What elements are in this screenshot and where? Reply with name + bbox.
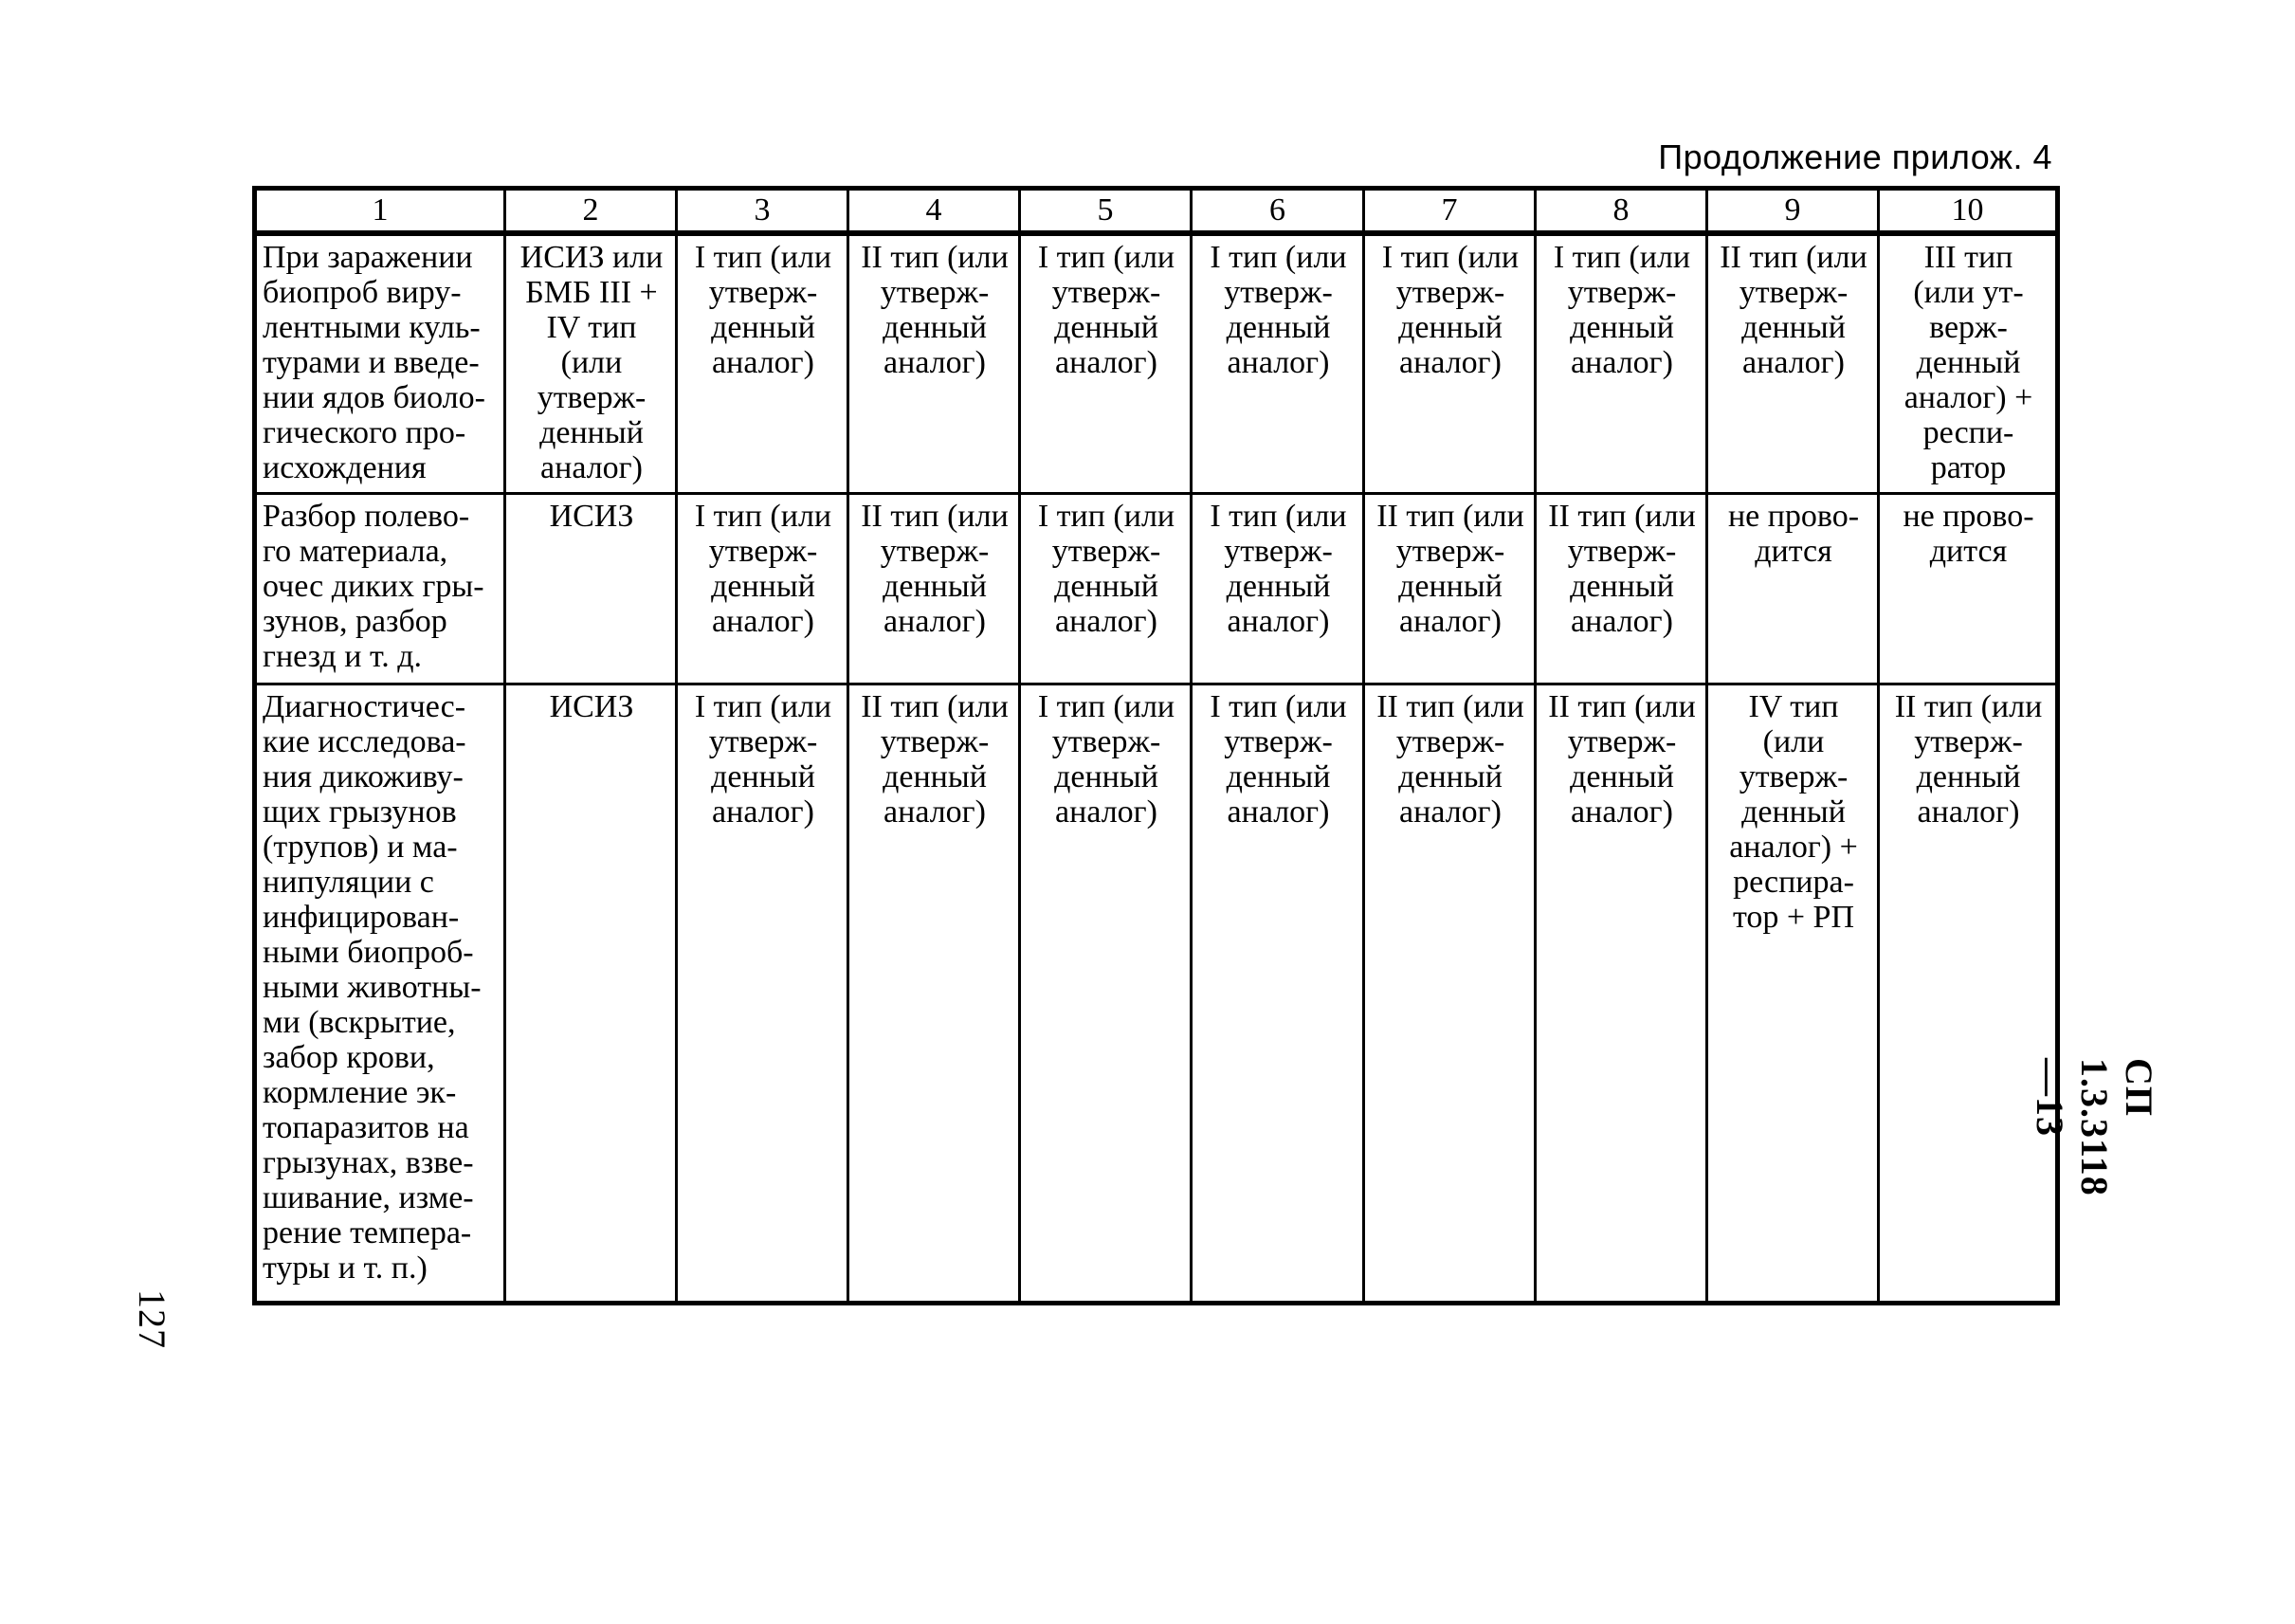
cell-text: I тип (или утверж- денный аналог) <box>694 688 832 830</box>
table-cell <box>1192 684 1364 1303</box>
header-cell: 1 <box>255 189 505 234</box>
cell-text: I тип (или утверж- денный аналог) <box>1037 240 1175 380</box>
cell-text: I тип (или утверж- денный аналог) <box>694 498 832 639</box>
table-cell <box>677 493 848 684</box>
table-cell <box>677 684 848 1303</box>
header-cell: 8 <box>1536 189 1707 234</box>
cell-text: I тип (или утверж- денный аналог) <box>1210 498 1347 639</box>
cell-text: I тип (или утверж- денный аналог) <box>1553 240 1691 380</box>
table-cell <box>255 233 505 493</box>
page-number: 127 <box>131 1289 173 1349</box>
table-row <box>255 233 2058 493</box>
table-cell <box>1536 684 1707 1303</box>
table-cell <box>1192 493 1364 684</box>
cell-text: IV тип (или утверж- денный аналог) + респира- тор + РП <box>1729 688 1858 935</box>
header-cell: 10 <box>1879 189 2058 234</box>
cell-text: II тип (или утверж- денный аналог) <box>1548 498 1696 639</box>
cell-text: III тип (или ут- верж- денный аналог) + респи- ратор <box>1903 240 2033 485</box>
cell-text: I тип (или утверж- денный аналог) <box>1037 498 1175 639</box>
table-cell <box>255 684 505 1303</box>
cell-text: I тип (или утверж- денный аналог) <box>1381 240 1520 380</box>
cell-text: ИСИЗ или БМБ III + IV тип (или утверж- денный аналог) <box>519 240 664 485</box>
table-cell <box>848 493 1020 684</box>
table-cell <box>1020 684 1192 1303</box>
protection-table <box>252 186 2060 1305</box>
table-row <box>255 493 2058 684</box>
cell-text: I тип (или утверж- денный аналог) <box>1037 688 1175 830</box>
cell-text: I тип (или утверж- денный аналог) <box>694 240 832 380</box>
cell-text: II тип (или утверж- денный аналог) <box>1376 498 1524 639</box>
header-cell: 6 <box>1192 189 1364 234</box>
header-cell: 3 <box>677 189 848 234</box>
cell-text: II тип (или утверж- денный аналог) <box>861 688 1009 830</box>
table-row <box>255 684 2058 1303</box>
table-cell <box>505 684 677 1303</box>
table-cell <box>1707 684 1879 1303</box>
table-cell <box>1536 233 1707 493</box>
table-cell <box>1364 493 1536 684</box>
table-cell <box>1879 233 2058 493</box>
table-cell <box>1192 233 1364 493</box>
table-cell <box>1879 493 2058 684</box>
header-cell: 4 <box>848 189 1020 234</box>
cell-text: II тип (или утверж- денный аналог) <box>861 498 1009 639</box>
page-caption: Продолжение прилож. 4 <box>1658 137 2052 176</box>
table-cell <box>848 233 1020 493</box>
cell-text: Разбор полево- го материала, очес диких гры- зунов, разбор гнезд и т. д. <box>263 498 484 674</box>
table-cell <box>1364 684 1536 1303</box>
table-cell <box>1707 493 1879 684</box>
table-cell <box>677 233 848 493</box>
cell-text: не прово- дится <box>1727 498 1860 569</box>
table-cell <box>505 233 677 493</box>
header-cell: 7 <box>1364 189 1536 234</box>
cell-text: I тип (или утверж- денный аналог) <box>1210 240 1347 380</box>
cell-text: не прово- дится <box>1903 498 2034 569</box>
header-cell: 5 <box>1020 189 1192 234</box>
cell-text: II тип (или утверж- денный аналог) <box>1720 240 1867 380</box>
cell-text: II тип (или утверж- денный аналог) <box>861 240 1009 380</box>
table-cell <box>1020 233 1192 493</box>
cell-text: II тип (или утверж- денный аналог) <box>1894 688 2043 830</box>
table-cell <box>1536 493 1707 684</box>
table-cell <box>1020 493 1192 684</box>
cell-text: Диагностичес- кие исследова- ния дикоживу- щих грызунов (трупов) и ма- нипуляции с инфицирован- ными биопроб- ными животны- ми (вскрытие, забор крови, кормление эк- топаразитов на грызунах, взве- шивание, изме- рение темпера- туры и т. п.) <box>263 688 482 1286</box>
cell-text: I тип (или утверж- денный аналог) <box>1210 688 1347 830</box>
table-cell <box>1879 684 2058 1303</box>
header-cell: 2 <box>505 189 677 234</box>
document-code: СП 1.3.3118—13 <box>2029 1058 2160 1196</box>
cell-text: ИСИЗ <box>549 688 634 724</box>
table-header-row <box>255 189 2058 234</box>
table-cell <box>255 493 505 684</box>
table-cell <box>1364 233 1536 493</box>
cell-text: II тип (или утверж- денный аналог) <box>1376 688 1524 830</box>
cell-text: При заражении биопроб виру- лентными куль- турами и введе- нии ядов биоло- гического про- исхождения <box>263 240 485 485</box>
header-cell: 9 <box>1707 189 1879 234</box>
table-cell <box>505 493 677 684</box>
table-cell <box>848 684 1020 1303</box>
cell-text: II тип (или утверж- денный аналог) <box>1548 688 1696 830</box>
table-cell <box>1707 233 1879 493</box>
cell-text: ИСИЗ <box>549 498 634 534</box>
